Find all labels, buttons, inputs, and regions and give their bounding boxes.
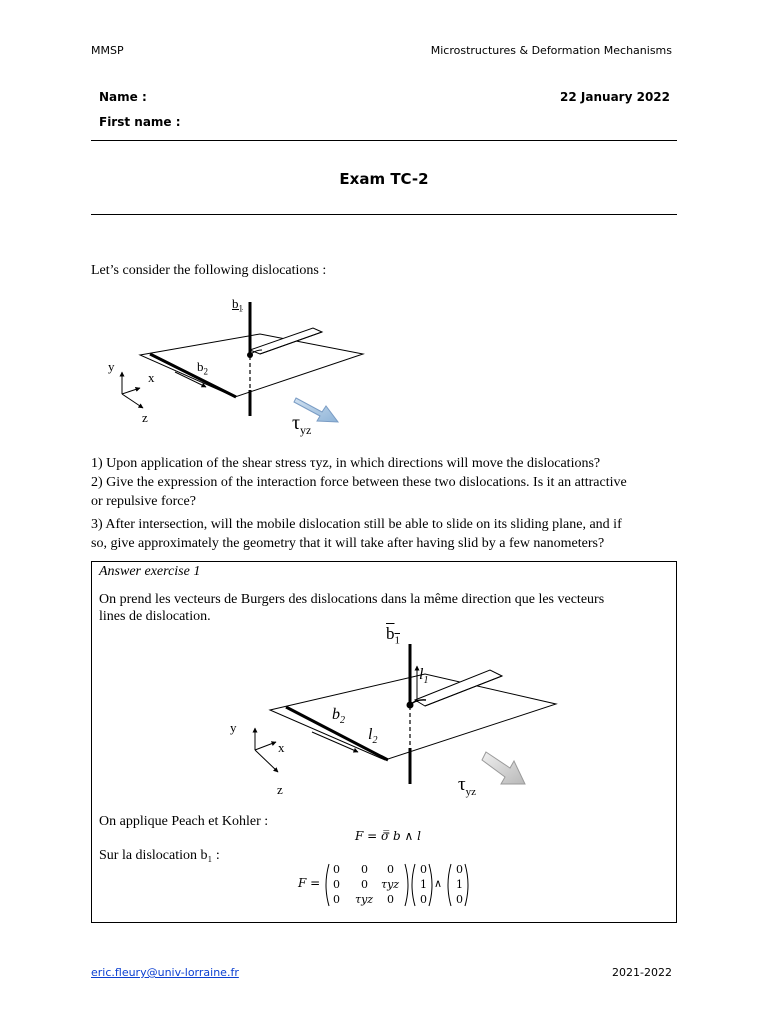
m02: 0	[387, 863, 394, 876]
vb0: 0	[420, 863, 427, 876]
burgers-vector	[420, 862, 427, 907]
answer-l2-label: $l_2$	[368, 726, 378, 747]
equation-force: F = σ̿ b ∧ l	[355, 829, 421, 843]
m00: 0	[333, 863, 340, 876]
answer-b1-label: $b_1$	[386, 624, 400, 647]
question-2-line-1: 2) Give the expression of the interaction force between these two dislocations. Is it an attractive	[91, 475, 627, 490]
header-right: Microstructures & Deformation Mechanisms	[430, 44, 672, 57]
m11: 0	[361, 878, 368, 891]
answer-axis-y-label: y	[230, 720, 237, 735]
page-title: Exam TC-2	[339, 170, 429, 188]
question-2-line-2: or repulsive force?	[91, 494, 196, 509]
tau-label: $\tau_{yz}$	[292, 412, 312, 437]
m10: 0	[333, 878, 340, 891]
on-b1-text: Sur la dislocation b₁ :	[99, 848, 220, 863]
answer-figure	[220, 622, 560, 802]
m20: 0	[333, 893, 340, 906]
axis-x-label: x	[148, 370, 155, 385]
b1-label: $b_1$	[232, 296, 243, 314]
dislocation-figure	[100, 292, 380, 444]
peach-koehler-text: On applique Peach et Kohler :	[99, 814, 269, 829]
vb1: 1	[420, 878, 427, 891]
author-email-link[interactable]: eric.fleury@univ-lorraine.fr	[91, 966, 239, 979]
axis-y-label: y	[108, 359, 115, 374]
academic-year: 2021-2022	[612, 966, 672, 979]
matrix-equation	[298, 862, 478, 908]
vl2: 0	[456, 893, 463, 906]
first-name-label: First name :	[99, 115, 181, 129]
m12: τyz	[381, 878, 400, 891]
answer-paragraph-line-1: On prend les vecteurs de Burgers des dislocations dans la même direction que les vecteurs	[99, 592, 605, 607]
answer-tau-label: $\tau_{yz}$	[458, 774, 477, 798]
m01: 0	[361, 863, 368, 876]
answer-paragraph-line-2: lines de dislocation.	[99, 609, 211, 624]
answer-diagram	[220, 622, 560, 802]
vl0: 0	[456, 863, 463, 876]
force-symbol: F =	[298, 876, 321, 890]
vl1: 1	[456, 878, 463, 891]
m22: 0	[387, 893, 394, 906]
vb2: 0	[420, 893, 427, 906]
name-label: Name :	[99, 90, 147, 104]
question-3-line-1: 3) After intersection, will the mobile dislocation still be able to slide on its sliding plane, and if	[91, 517, 622, 532]
m21: τyz	[355, 893, 374, 906]
b2-label: $b_2$	[197, 359, 208, 377]
top-rule	[91, 140, 677, 141]
question-1: 1) Upon application of the shear stress τyz, in which directions will move the dislocations?	[91, 456, 601, 471]
answer-heading: Answer exercise 1	[99, 564, 201, 579]
answer-axis-z-label: z	[277, 782, 283, 797]
answer-l1-label: $l_1$	[419, 666, 429, 687]
header-left: MMSP	[91, 44, 124, 57]
answer-b2-label: $b_2$	[332, 706, 345, 727]
exam-date: 22 January 2022	[560, 90, 670, 104]
intro-text: Let’s consider the following dislocations :	[91, 263, 327, 278]
wedge-symbol: ∧	[434, 877, 443, 890]
title-rule	[91, 214, 677, 215]
question-3-line-2: so, give approximately the geometry that it will take after having slid by a few nanometers?	[91, 536, 605, 551]
axis-z-label: z	[142, 410, 148, 425]
matrix-brackets	[323, 862, 478, 908]
answer-axis-x-label: x	[278, 740, 285, 755]
line-vector	[456, 862, 463, 907]
